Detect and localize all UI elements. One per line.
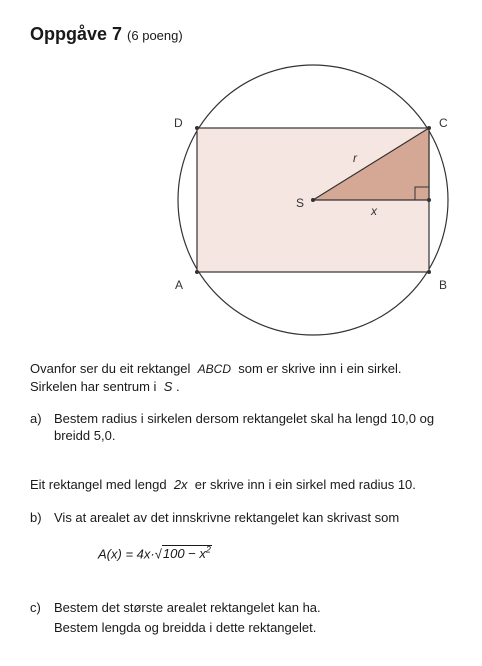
vertex-c-dot — [427, 126, 431, 130]
label-c: C — [439, 116, 448, 130]
intro-line-1-post: som er skrive inn i ein sirkel. — [238, 361, 402, 376]
problem-number: Oppgåve 7 — [30, 24, 123, 44]
part-a-label: a) — [30, 411, 42, 426]
intro-text — [30, 360, 402, 395]
radicand — [162, 545, 212, 561]
radicand-text: 100 − x — [162, 546, 206, 562]
middle-post: er skrive inn i ein sirkel med radius 10. — [194, 477, 416, 492]
intro-line-2-post: . — [175, 379, 180, 394]
part-b-label: b) — [30, 510, 42, 525]
point-on-bc — [427, 198, 431, 202]
intro-line-1 — [30, 360, 402, 378]
center-point-s — [311, 198, 315, 202]
label-s: S — [296, 196, 305, 210]
intro-line-2 — [30, 378, 402, 395]
middle-text — [30, 476, 416, 493]
label-d: D — [174, 116, 183, 130]
exponent: 2 — [205, 545, 211, 555]
rectangle-name: ABCD — [197, 362, 231, 376]
part-b-line-1: Vis at arealet av det innskrivne rektangelet kan skrivast som — [54, 510, 400, 525]
intro-line-1-pre: Ovanfor ser du eit rektangel — [30, 361, 191, 376]
center-name: S — [163, 379, 173, 394]
part-a-line-1: Bestem radius i sirkelen dersom rektangelet skal ha lengd 10,0 og — [54, 411, 435, 426]
intro-line-2-pre: Sirkelen har sentrum i — [30, 379, 157, 394]
part-c-line-2: Bestem lengda og breidda i dette rektangelet. — [54, 620, 317, 635]
square-root — [155, 545, 212, 561]
vertex-d-dot — [195, 126, 199, 130]
radical-sign: √ — [154, 546, 162, 562]
label-x: x — [371, 204, 377, 218]
label-b: B — [439, 278, 448, 292]
middle-var: 2x — [173, 477, 188, 492]
area-formula — [98, 545, 212, 561]
part-c-line-1: Bestem det største arealet rektangelet kan ha. — [54, 600, 321, 615]
formula-lhs: A(x) = 4x· — [98, 546, 155, 562]
vertex-a-dot — [195, 270, 199, 274]
label-a: A — [175, 278, 184, 292]
part-a-line-2: breidd 5,0. — [54, 428, 116, 443]
label-r: r — [353, 151, 357, 165]
problem-points: (6 poeng) — [127, 28, 183, 43]
part-c-label: c) — [30, 600, 41, 615]
vertex-b-dot — [427, 270, 431, 274]
middle-pre: Eit rektangel med lengd — [30, 477, 167, 492]
